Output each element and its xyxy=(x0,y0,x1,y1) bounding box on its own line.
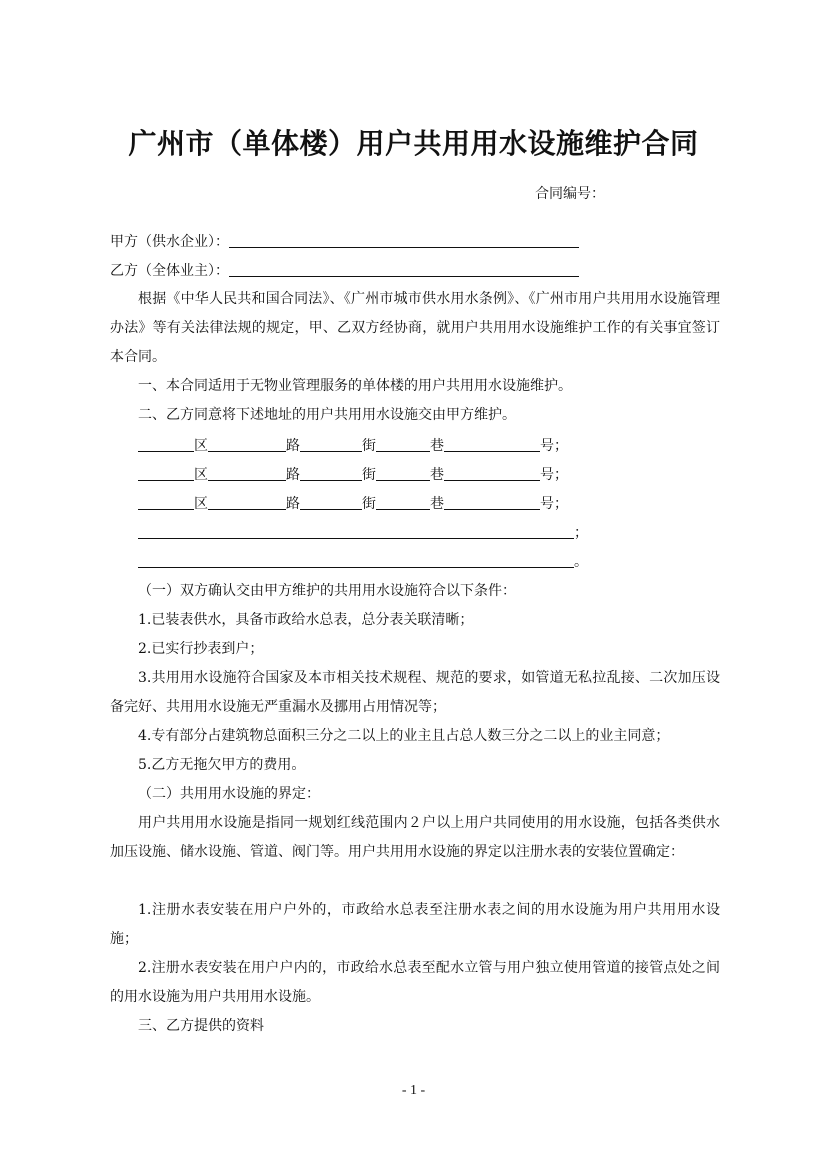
party-a-label: 甲方（供水企业）： xyxy=(110,234,229,250)
address-row xyxy=(138,494,568,513)
page-number: - 1 - xyxy=(401,1083,426,1098)
intro-paragraph: 根据《中华人民共和国合同法》、《广州市城市供水用水条例》、《广州市用户共用用水设施管理办法》等有关法律法规的规定，甲、乙双方经协商，就用户共用用水设施维护工作的有关事宜签订本合同。 xyxy=(110,291,720,365)
district-label: 区 xyxy=(194,438,208,454)
lane-label: 巷 xyxy=(430,496,444,512)
party-b-blank xyxy=(229,261,579,277)
clause-3: 三、乙方提供的资料 xyxy=(138,1018,264,1034)
road-blank xyxy=(208,494,286,510)
number-label: 号； xyxy=(540,496,568,512)
lane-blank xyxy=(376,494,430,510)
address-blank-line xyxy=(138,523,588,542)
condition-item: 5.乙方无拖欠甲方的费用。 xyxy=(138,757,306,773)
definition-item: 2.注册水表安装在用户户内的，市政给水总表至配水立管与用户独立使用管道的接管点处之间的用水设施为用户共用用水设施。 xyxy=(110,960,720,1005)
district-blank xyxy=(138,436,194,452)
road-blank xyxy=(208,465,286,481)
number-blank xyxy=(444,494,540,510)
address-blank xyxy=(138,523,574,539)
road-blank xyxy=(208,436,286,452)
district-blank xyxy=(138,465,194,481)
condition-item: 2.已实行抄表到户； xyxy=(138,641,264,657)
address-row xyxy=(138,436,568,455)
document-title: 广州市（单体楼）用户共用用水设施维护合同 xyxy=(128,127,699,160)
party-b-label: 乙方（全体业主）： xyxy=(110,263,229,279)
section-one-heading: （一）双方确认交由甲方维护的共用用水设施符合以下条件： xyxy=(138,583,516,599)
line-end-mark: ； xyxy=(574,525,588,541)
address-blank-line xyxy=(138,552,588,571)
party-a-row xyxy=(110,232,579,251)
district-label: 区 xyxy=(194,496,208,512)
lane-label: 巷 xyxy=(430,438,444,454)
address-blank xyxy=(138,552,574,568)
clause-2: 二、乙方同意将下述地址的用户共用用水设施交由甲方维护。 xyxy=(138,407,516,423)
number-label: 号； xyxy=(540,438,568,454)
road-label: 路 xyxy=(286,496,300,512)
condition-item: 3.共用用水设施符合国家及本市相关技术规程、规范的要求，如管道无私拉乱接、二次加压设备完好、共用用水设施无严重漏水及挪用占用情况等； xyxy=(110,670,720,715)
definition-item: 1.注册水表安装在用户户外的，市政给水总表至注册水表之间的用水设施为用户共用用水设施； xyxy=(110,902,720,947)
street-blank xyxy=(300,494,362,510)
section-two-heading: （二）共用用水设施的界定： xyxy=(138,786,320,802)
condition-item: 1.已装表供水，具备市政给水总表，总分表关联清晰； xyxy=(138,612,474,628)
party-b-row xyxy=(110,261,579,280)
number-blank xyxy=(444,436,540,452)
district-blank xyxy=(138,494,194,510)
road-label: 路 xyxy=(286,467,300,483)
definition-paragraph: 用户共用用水设施是指同一规划红线范围内２户以上用户共同使用的用水设施，包括各类供水加压设施、储水设施、管道、阀门等。用户共用用水设施的界定以注册水表的安装位置确定： xyxy=(110,815,720,860)
lane-label: 巷 xyxy=(430,467,444,483)
lane-blank xyxy=(376,465,430,481)
street-label: 街 xyxy=(362,496,376,512)
clause-1: 一、本合同适用于无物业管理服务的单体楼的用户共用用水设施维护。 xyxy=(138,378,572,394)
condition-item: 4.专有部分占建筑物总面积三分之二以上的业主且占总人数三分之二以上的业主同意； xyxy=(138,728,670,744)
district-label: 区 xyxy=(194,467,208,483)
line-end-mark: 。 xyxy=(574,554,588,570)
street-blank xyxy=(300,436,362,452)
party-a-blank xyxy=(229,232,579,248)
number-blank xyxy=(444,465,540,481)
street-label: 街 xyxy=(362,467,376,483)
address-row xyxy=(138,465,568,484)
street-label: 街 xyxy=(362,438,376,454)
street-blank xyxy=(300,465,362,481)
lane-blank xyxy=(376,436,430,452)
contract-number-label: 合同编号： xyxy=(535,186,605,202)
road-label: 路 xyxy=(286,438,300,454)
number-label: 号； xyxy=(540,467,568,483)
